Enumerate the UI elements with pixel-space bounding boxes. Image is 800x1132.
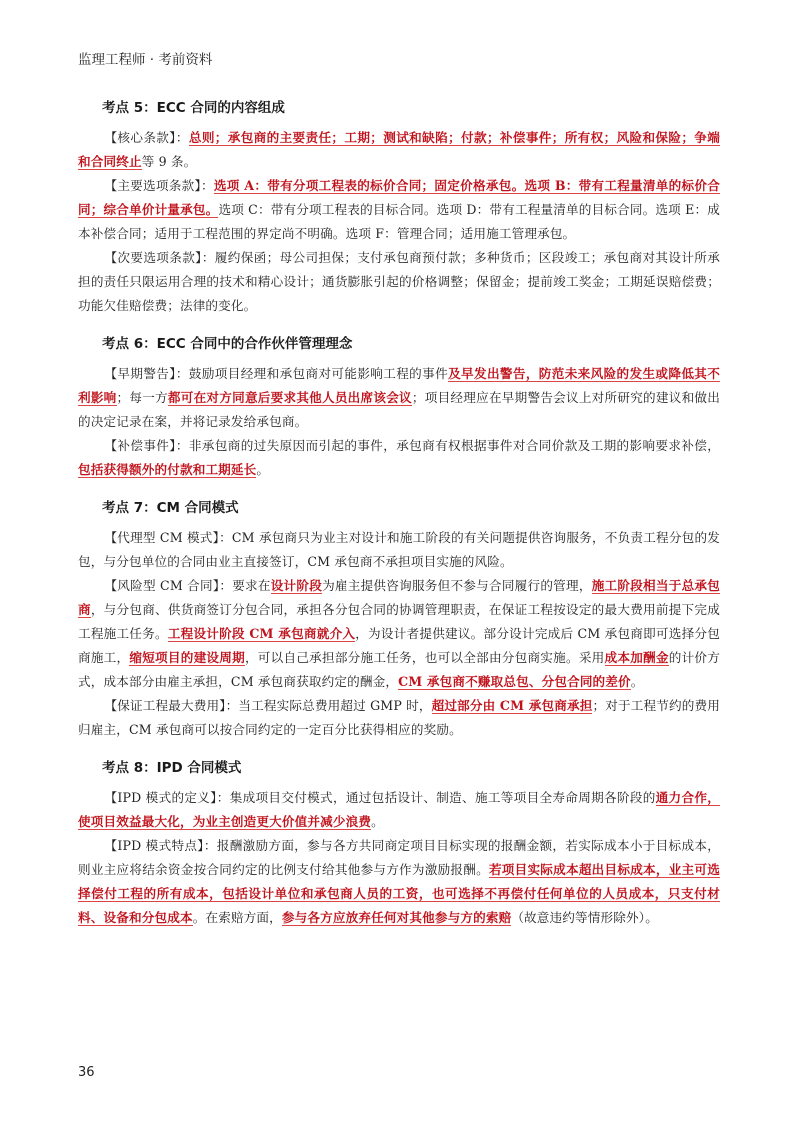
highlighted-text: 包括获得额外的付款和工期延长	[78, 462, 257, 477]
highlighted-text: 成本加酬金	[604, 650, 669, 665]
text-run: ；每一方	[116, 390, 168, 405]
highlighted-text: 都可在对方同意后要求其他人员出席该会议	[167, 390, 412, 405]
text-run: 等 9 条。	[141, 154, 197, 169]
section-heading: 考点 5：ECC 合同的内容组成	[102, 100, 285, 116]
highlighted-text: 若项目实际成本超出目标成本，业主可选择偿付工程的所有成本，包括设计单位和承包商人员的工资，也可选择不再偿付任何单位的人员成本，只支付材料、设备和分包成本	[78, 862, 720, 925]
text-run: ，为设计者提供建议。部分设计完成后 CM 承包商即可选择分包商施工，	[78, 626, 720, 665]
text-run: 的计价方式，成本部分由雇主承担，CM 承包商获取约定的酬金，	[78, 650, 721, 689]
text-run: 。	[630, 674, 644, 689]
text-run: 【风险型 CM 合同】：要求在	[104, 578, 271, 593]
text-run: ，可以自己承担部分施工任务，也可以全部由分包商实施。采用	[244, 650, 605, 665]
highlighted-text: 及早发出警告，防范未来风险的发生或降低其不利影响	[78, 366, 720, 405]
text-run: 。	[256, 462, 270, 477]
paragraph	[78, 786, 720, 834]
page-number: 36	[78, 1065, 95, 1080]
text-run: 【补偿事件】：非承包商的过失原因而引起的事件，承包商有权根据事件对合同价款及工期的影响要求补偿，	[104, 438, 720, 453]
text-run: 为雇主提供咨询服务但不参与合同履行的管理，	[322, 578, 592, 593]
section-gap	[78, 742, 720, 756]
text-run: 【IPD 模式特点】：报酬激励方面，参与各方共同商定项目目标实现的报酬金额，若实际成本小于目标成本，则业主应将结余资金按合同约定的比例支付给其他参与方作为激励报酬。	[78, 838, 720, 877]
section-heading: 考点 7：CM 合同模式	[102, 500, 239, 516]
highlighted-text: 参与各方应放弃任何对其他参与方的索赔	[281, 910, 512, 925]
text-run: 【保证工程最大费用】：当工程实际总费用超过 GMP 时，	[104, 698, 432, 713]
page-header: 监理工程师 · 考前资料	[78, 52, 213, 68]
text-run: 【主要选项条款】：	[104, 178, 214, 193]
text-run: 【次要选项条款】：履约保函；母公司担保；支付承包商预付款；多种货币；区段竣工；承包商对其设计所承担的责任只限运用合理的技术和精心设计；通货膨胀引起的价格调整；保留金；提前竣工奖金；工期延误赔偿费；功能欠佳赔偿费；法律的变化。	[78, 250, 720, 313]
text-run: ，与分包商、供货商签订分包合同，承担各分包合同的协调管理职责，在保证工程按设定的最大费用前提下完成工程施工任务。	[78, 602, 720, 641]
paragraph	[78, 574, 720, 694]
text-run: 【早期警告】：鼓励项目经理和承包商对可能影响工程的事件	[104, 366, 449, 381]
text-run: 【代理型 CM 模式】：CM 承包商只为业主对设计和施工阶段的有关问题提供咨询服务，不负责工程分包的发包，与分包单位的合同由业主直接签订，CM 承包商不承担项目实施的风险。	[78, 530, 720, 569]
highlighted-text: 选项 A：带有分项工程表的标价合同；固定价格承包。选项 B：带有工程量清单的标价合同；综合单价计量承包。	[78, 178, 720, 217]
highlighted-text: 超过部分由 CM 承包商承担	[431, 698, 593, 713]
paragraph	[78, 834, 720, 930]
text-run: 【IPD 模式的定义】：集成项目交付模式，通过包括设计、制造、施工等项目全寿命周期各阶段的	[104, 790, 656, 805]
section-heading: 考点 6：ECC 合同中的合作伙伴管理理念	[102, 336, 353, 352]
text-run: 选项 C：带有分项工程表的目标合同。选项 D：带有工程量清单的目标合同。选项 E：成本补偿合同；适用于工程范围的界定尚不明确。选项 F：管理合同；适用施工管理承包。	[78, 202, 720, 241]
document-body	[78, 96, 720, 930]
paragraph	[78, 362, 720, 434]
section-gap	[78, 318, 720, 332]
highlighted-text: 通力合作，使项目效益最大化，为业主创造更大价值并减少浪费	[78, 790, 721, 829]
paragraph	[78, 434, 720, 482]
highlighted-text: 设计阶段	[270, 578, 323, 593]
paragraph	[78, 694, 720, 742]
paragraph	[78, 246, 720, 318]
text-run: ；对于工程节约的费用归雇主，CM 承包商可以按合同约定的一定百分比获得相应的奖励。	[78, 698, 720, 737]
text-run: 。	[371, 814, 384, 829]
text-run: （故意违约等情形除外）。	[511, 910, 658, 925]
highlighted-text: 缩短项目的建设周期	[129, 650, 245, 665]
paragraph	[78, 526, 720, 574]
highlighted-text: 施工阶段相当于总承包商	[78, 578, 720, 617]
text-run: 【核心条款】：	[104, 130, 189, 145]
paragraph	[78, 126, 720, 174]
section-gap	[78, 482, 720, 496]
highlighted-text: 工程设计阶段 CM 承包商就介入	[167, 626, 356, 641]
text-run: ；项目经理应在早期警告会议上对所研究的建议和做出的决定记录在案，并将记录发给承包商。	[78, 390, 721, 429]
highlighted-text: 总则；承包商的主要责任；工期；测试和缺陷；付款；补偿事件；所有权；风险和保险；争端和合同终止	[78, 130, 720, 169]
section-heading: 考点 8：IPD 合同模式	[102, 760, 242, 776]
paragraph	[78, 174, 720, 246]
highlighted-text: CM 承包商不赚取总包、分包合同的差价	[398, 674, 631, 689]
text-run: 。在索赔方面，	[192, 910, 282, 925]
